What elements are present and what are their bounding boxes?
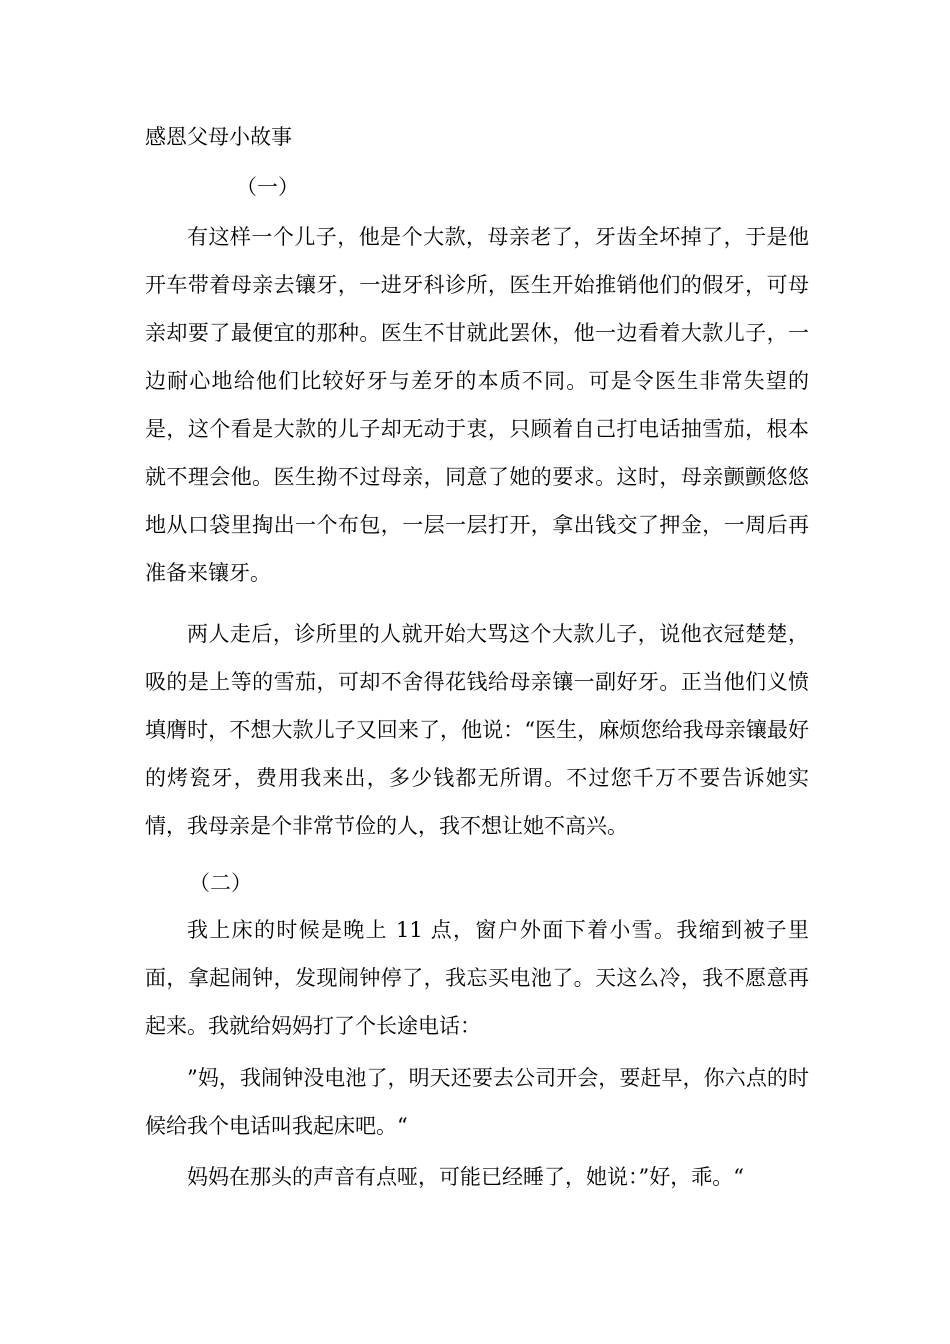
section-heading-2: （二） (189, 871, 252, 895)
paragraph-4: ”妈，我闹钟没电池了，明天还要去公司开会，要赶早，你六点的时候给我个电话叫我起床吧。“ (145, 1066, 809, 1138)
paragraph-3: 我上床的时候是晚上 11 点，窗户外面下着小雪。我缩到被子里面，拿起闹钟，发现闹钟停了，我忘买电池了。天这么冷，我不愿意再起来。我就给妈妈打了个长途电话： (145, 918, 809, 1038)
paragraph-2: 两人走后，诊所里的人就开始大骂这个大款儿子，说他衣冠楚楚，吸的是上等的雪茄，可却不舍得花钱给母亲镶一副好牙。正当他们义愤填膺时，不想大款儿子又回来了，他说：“医生，麻烦您给我母亲镶最好的烤瓷牙，费用我来出，多少钱都无所谓。不过您千万不要告诉她实情，我母亲是个非常节俭的人，我不想让她不高兴。 (145, 622, 809, 838)
document-title: 感恩父母小故事 (145, 125, 292, 149)
paragraph-1: 有这样一个儿子，他是个大款，母亲老了，牙齿全坏掉了，于是他开车带着母亲去镶牙，一进牙科诊所，医生开始推销他们的假牙，可母亲却要了最便宜的那种。医生不甘就此罢休，他一边看着大款儿子，一边耐心地给他们比较好牙与差牙的本质不同。可是令医生非常失望的是，这个看是大款的儿子却无动于衷，只顾着自己打电话抽雪茄，根本就不理会他。医生拗不过母亲，同意了她的要求。这时，母亲颤颤悠悠地从口袋里掏出一个布包，一层一层打开，拿出钱交了押金，一周后再准备来镶牙。 (145, 225, 809, 585)
section-heading-1: （一） (236, 175, 299, 199)
paragraph-5: 妈妈在那头的声音有点哑，可能已经睡了，她说：”好，乖。“ (187, 1165, 744, 1189)
